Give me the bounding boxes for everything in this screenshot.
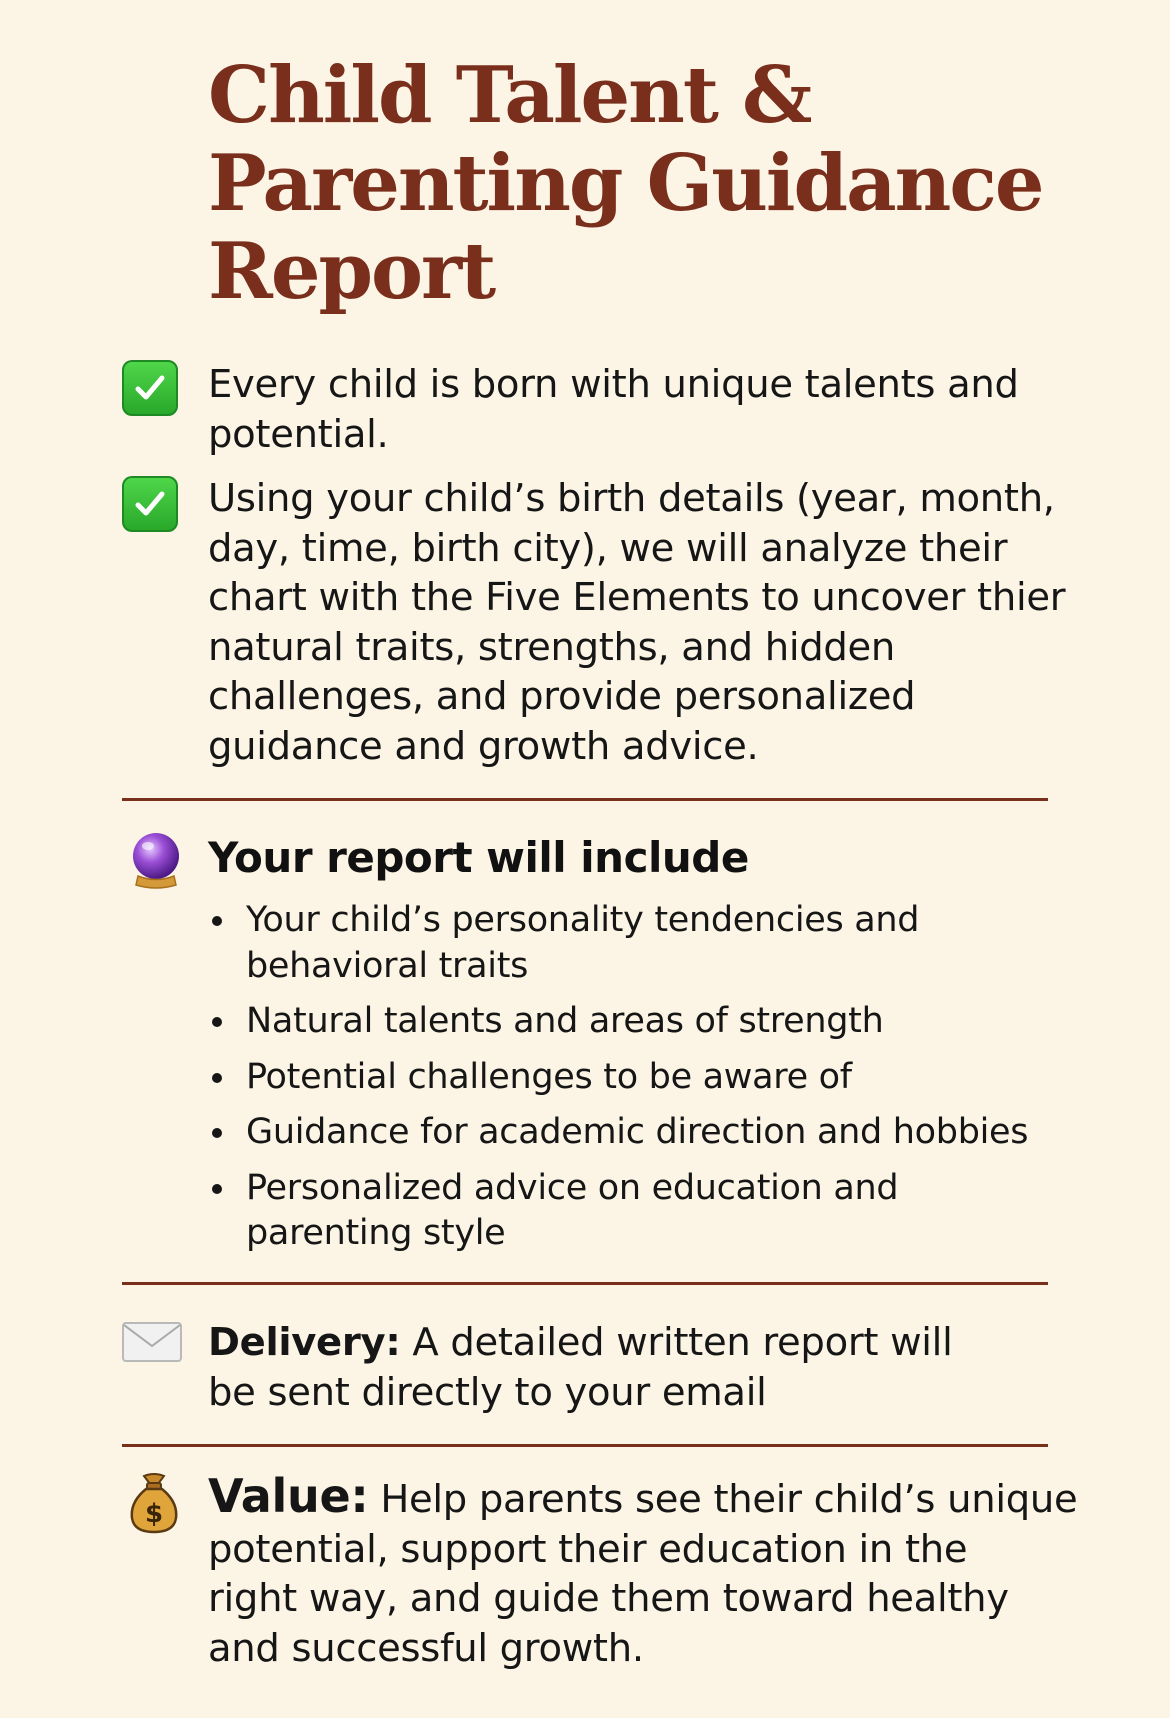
intro-line: potential.	[208, 411, 389, 457]
section-divider	[122, 798, 1048, 801]
list-item-text: Guidance for academic direction and hobbies	[246, 1112, 1029, 1152]
section-divider	[122, 1282, 1048, 1285]
value-text	[208, 1469, 1078, 1673]
delivery-line: be sent directly to your email	[208, 1369, 767, 1415]
value-line-rest: Help parents see their child’s unique	[368, 1477, 1078, 1522]
list-item-text: Your child’s personality tendencies and	[246, 900, 920, 940]
list-item-text: Personalized advice on education and	[246, 1167, 899, 1208]
intro-line: Every child is born with unique talents and	[208, 362, 1019, 407]
svg-text:$: $	[144, 1499, 164, 1529]
bullet-icon	[212, 1128, 222, 1138]
list-item-text: parenting style	[246, 1213, 506, 1253]
intro-line: Using your child’s birth details (year, month,	[208, 476, 1055, 521]
value-label: Value:	[208, 1469, 369, 1523]
money-bag-icon	[126, 1470, 182, 1536]
report-include-list	[208, 898, 1088, 1267]
list-item	[208, 1055, 1088, 1101]
bullet-icon	[212, 1073, 222, 1083]
intro-line: guidance and growth advice.	[208, 723, 759, 769]
intro-text-2	[208, 474, 1065, 771]
section-divider	[122, 1444, 1048, 1447]
report-section-heading: Your report will include	[208, 833, 749, 882]
bullet-icon	[212, 916, 222, 926]
bullet-icon	[212, 1184, 222, 1194]
list-item-text: behavioral traits	[246, 945, 529, 986]
list-item	[208, 1166, 1088, 1257]
delivery-label: Delivery:	[208, 1320, 401, 1365]
check-mark-icon	[122, 360, 178, 416]
value-line: potential, support their education in the	[208, 1526, 968, 1572]
intro-line: day, time, birth city), we will analyze their	[208, 525, 1008, 571]
intro-line: natural traits, strengths, and hidden	[208, 624, 896, 670]
value-line: and successful growth.	[208, 1625, 644, 1671]
value-line: right way, and guide them toward healthy	[208, 1576, 1009, 1621]
intro-line: chart with the Five Elements to uncover thier	[208, 575, 1066, 620]
intro-line: challenges, and provide personalized	[208, 674, 916, 719]
title-line: Report	[208, 226, 495, 317]
delivery-line-rest: A detailed written report will	[400, 1320, 953, 1365]
intro-text-1	[208, 360, 1019, 459]
envelope-icon	[122, 1322, 182, 1362]
title-line: Parenting Guidance	[208, 138, 1043, 229]
title-line: Child Talent &	[208, 50, 811, 141]
crystal-ball-icon	[128, 831, 184, 891]
value-line	[208, 1469, 1078, 1525]
check-mark-icon	[122, 476, 178, 532]
delivery-text	[208, 1318, 952, 1417]
list-item	[208, 898, 1088, 989]
bullet-icon	[212, 1017, 222, 1027]
page-title	[208, 52, 1108, 316]
list-item-text: Natural talents and areas of strength	[246, 1001, 884, 1041]
delivery-line	[208, 1318, 952, 1368]
list-item-text: Potential challenges to be aware of	[246, 1056, 852, 1097]
list-item	[208, 1110, 1088, 1156]
list-item	[208, 999, 1088, 1045]
